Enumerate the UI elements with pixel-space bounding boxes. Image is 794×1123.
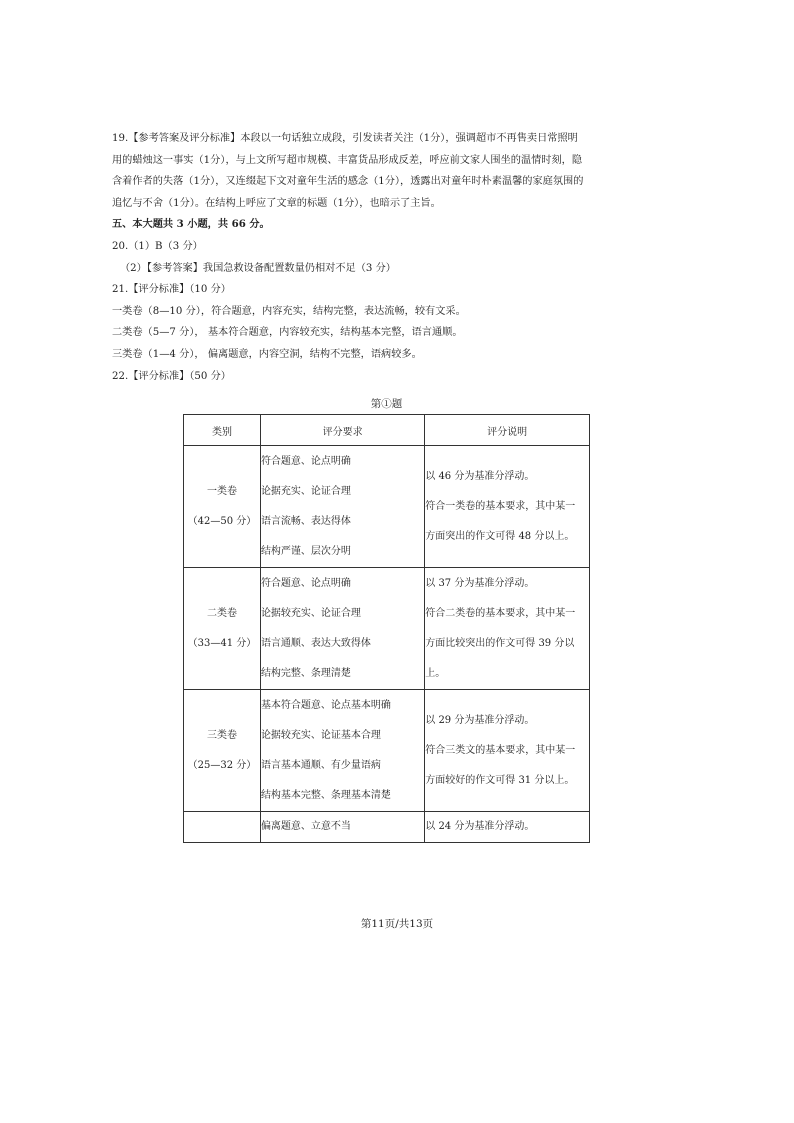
text-line: 一类卷（8—10 分），符合题意，内容充实，结构完整，表达流畅，较有文采。: [112, 305, 466, 317]
text-line: 21.【评分标准】（10 分）: [112, 284, 231, 296]
note-line: 方面较好的作文可得 31 分以上。: [425, 774, 575, 786]
note-line: 符合一类卷的基本要求，其中某一: [425, 500, 576, 512]
category-range: （25—32 分）: [187, 759, 257, 771]
requirement-item: 符合题意、论点明确: [260, 577, 351, 589]
table-header-row: [184, 415, 590, 446]
notes-cell: [425, 812, 590, 843]
requirements-cell: [260, 690, 424, 812]
note-line: 以 24 分为基准分浮动。: [425, 821, 535, 832]
header-category: 类别: [184, 415, 261, 446]
note-line: 上。: [425, 667, 446, 679]
requirement-item: 基本符合题意、论点基本明确: [260, 699, 391, 711]
note-line: 符合三类文的基本要求，其中某一: [425, 744, 576, 756]
section-heading: 五、本大题共 3 小题，共 66 分。: [112, 218, 270, 231]
requirement-item: 语言流畅、表达得体: [260, 515, 351, 527]
scoring-table: [183, 414, 590, 843]
category-cell: [184, 568, 261, 690]
header-notes: 评分说明: [425, 415, 590, 446]
category-cell: [184, 690, 261, 812]
requirement-item: 语言基本通顺、有少量语病: [260, 759, 381, 771]
notes-cell: [425, 690, 590, 812]
note-line: 以 29 分为基准分浮动。: [425, 714, 535, 726]
table-caption: 第①题: [370, 398, 403, 410]
text-line: 三类卷（1—4 分）， 偏离题意，内容空洞，结构不完整，语病较多。: [112, 348, 422, 360]
requirement-item: 符合题意、论点明确: [260, 455, 351, 467]
notes-cell: [425, 446, 590, 568]
table-row: [184, 568, 590, 690]
category-cell: [184, 446, 261, 568]
note-line: 以 46 分为基准分浮动。: [425, 470, 535, 482]
text-line: 二类卷（5—7 分）， 基本符合题意，内容较充实，结构基本完整，语言通顺。: [112, 327, 463, 339]
requirement-item: 论据较充实、论证合理: [260, 607, 361, 619]
requirements-cell: [260, 812, 424, 843]
category-name: 三类卷: [206, 729, 237, 741]
page-number: 第11页/共13页: [360, 918, 434, 930]
answer-text-block: [112, 128, 648, 387]
requirement-item: 结构完整、条理清楚: [260, 667, 351, 679]
text-line: （2）【参考答案】我国急救设备配置数量仍相对不足（3 分）: [120, 262, 396, 274]
note-line: 方面突出的作文可得 48 分以上。: [425, 530, 575, 542]
text-line: 用的蜡烛这一事实（1分），与上文所写超市规模、丰富货品形成反差，呼应前文家人围坐的温情时刻，隐: [112, 154, 583, 166]
category-name: 二类卷: [206, 607, 237, 619]
requirements-cell: [260, 568, 424, 690]
note-line: 方面比较突出的作文可得 39 分以: [425, 637, 575, 649]
requirement-item: 论据充实、论证合理: [260, 485, 351, 497]
table-row: [184, 812, 590, 843]
notes-cell: [425, 568, 590, 690]
text-line: 含着作者的失落（1分），又连缀起下文对童年生活的感念（1分），透露出对童年时朴素温馨的家庭氛围的: [112, 176, 584, 188]
category-range: （42—50 分）: [187, 515, 257, 527]
category-cell: [184, 812, 261, 843]
category-range: （33—41 分）: [187, 637, 257, 649]
requirement-item: 语言通顺、表达大致得体: [260, 637, 371, 649]
requirement-item: 结构基本完整、条理基本清楚: [260, 789, 391, 801]
requirement-item: 偏离题意、立意不当: [260, 821, 351, 832]
table-row: [184, 446, 590, 568]
text-line: 20.（1）B（3 分）: [112, 240, 203, 252]
header-requirements: 评分要求: [260, 415, 424, 446]
table-row: [184, 690, 590, 812]
note-line: 符合二类卷的基本要求，其中某一: [425, 607, 576, 619]
note-line: 以 37 分为基准分浮动。: [425, 577, 535, 589]
requirement-item: 论据较充实、论证基本合理: [260, 729, 381, 741]
text-line: 22.【评分标准】（50 分）: [112, 370, 231, 382]
category-name: 一类卷: [206, 485, 237, 497]
text-line: 19.【参考答案及评分标准】本段以一句话独立成段，引发读者关注（1分），强调超市不再售卖日常照明: [112, 133, 578, 144]
requirements-cell: [260, 446, 424, 568]
requirement-item: 结构严谨、层次分明: [260, 545, 351, 557]
text-line: 追忆与不舍（1分）。在结构上呼应了文章的标题（1分），也暗示了主旨。: [112, 197, 441, 209]
